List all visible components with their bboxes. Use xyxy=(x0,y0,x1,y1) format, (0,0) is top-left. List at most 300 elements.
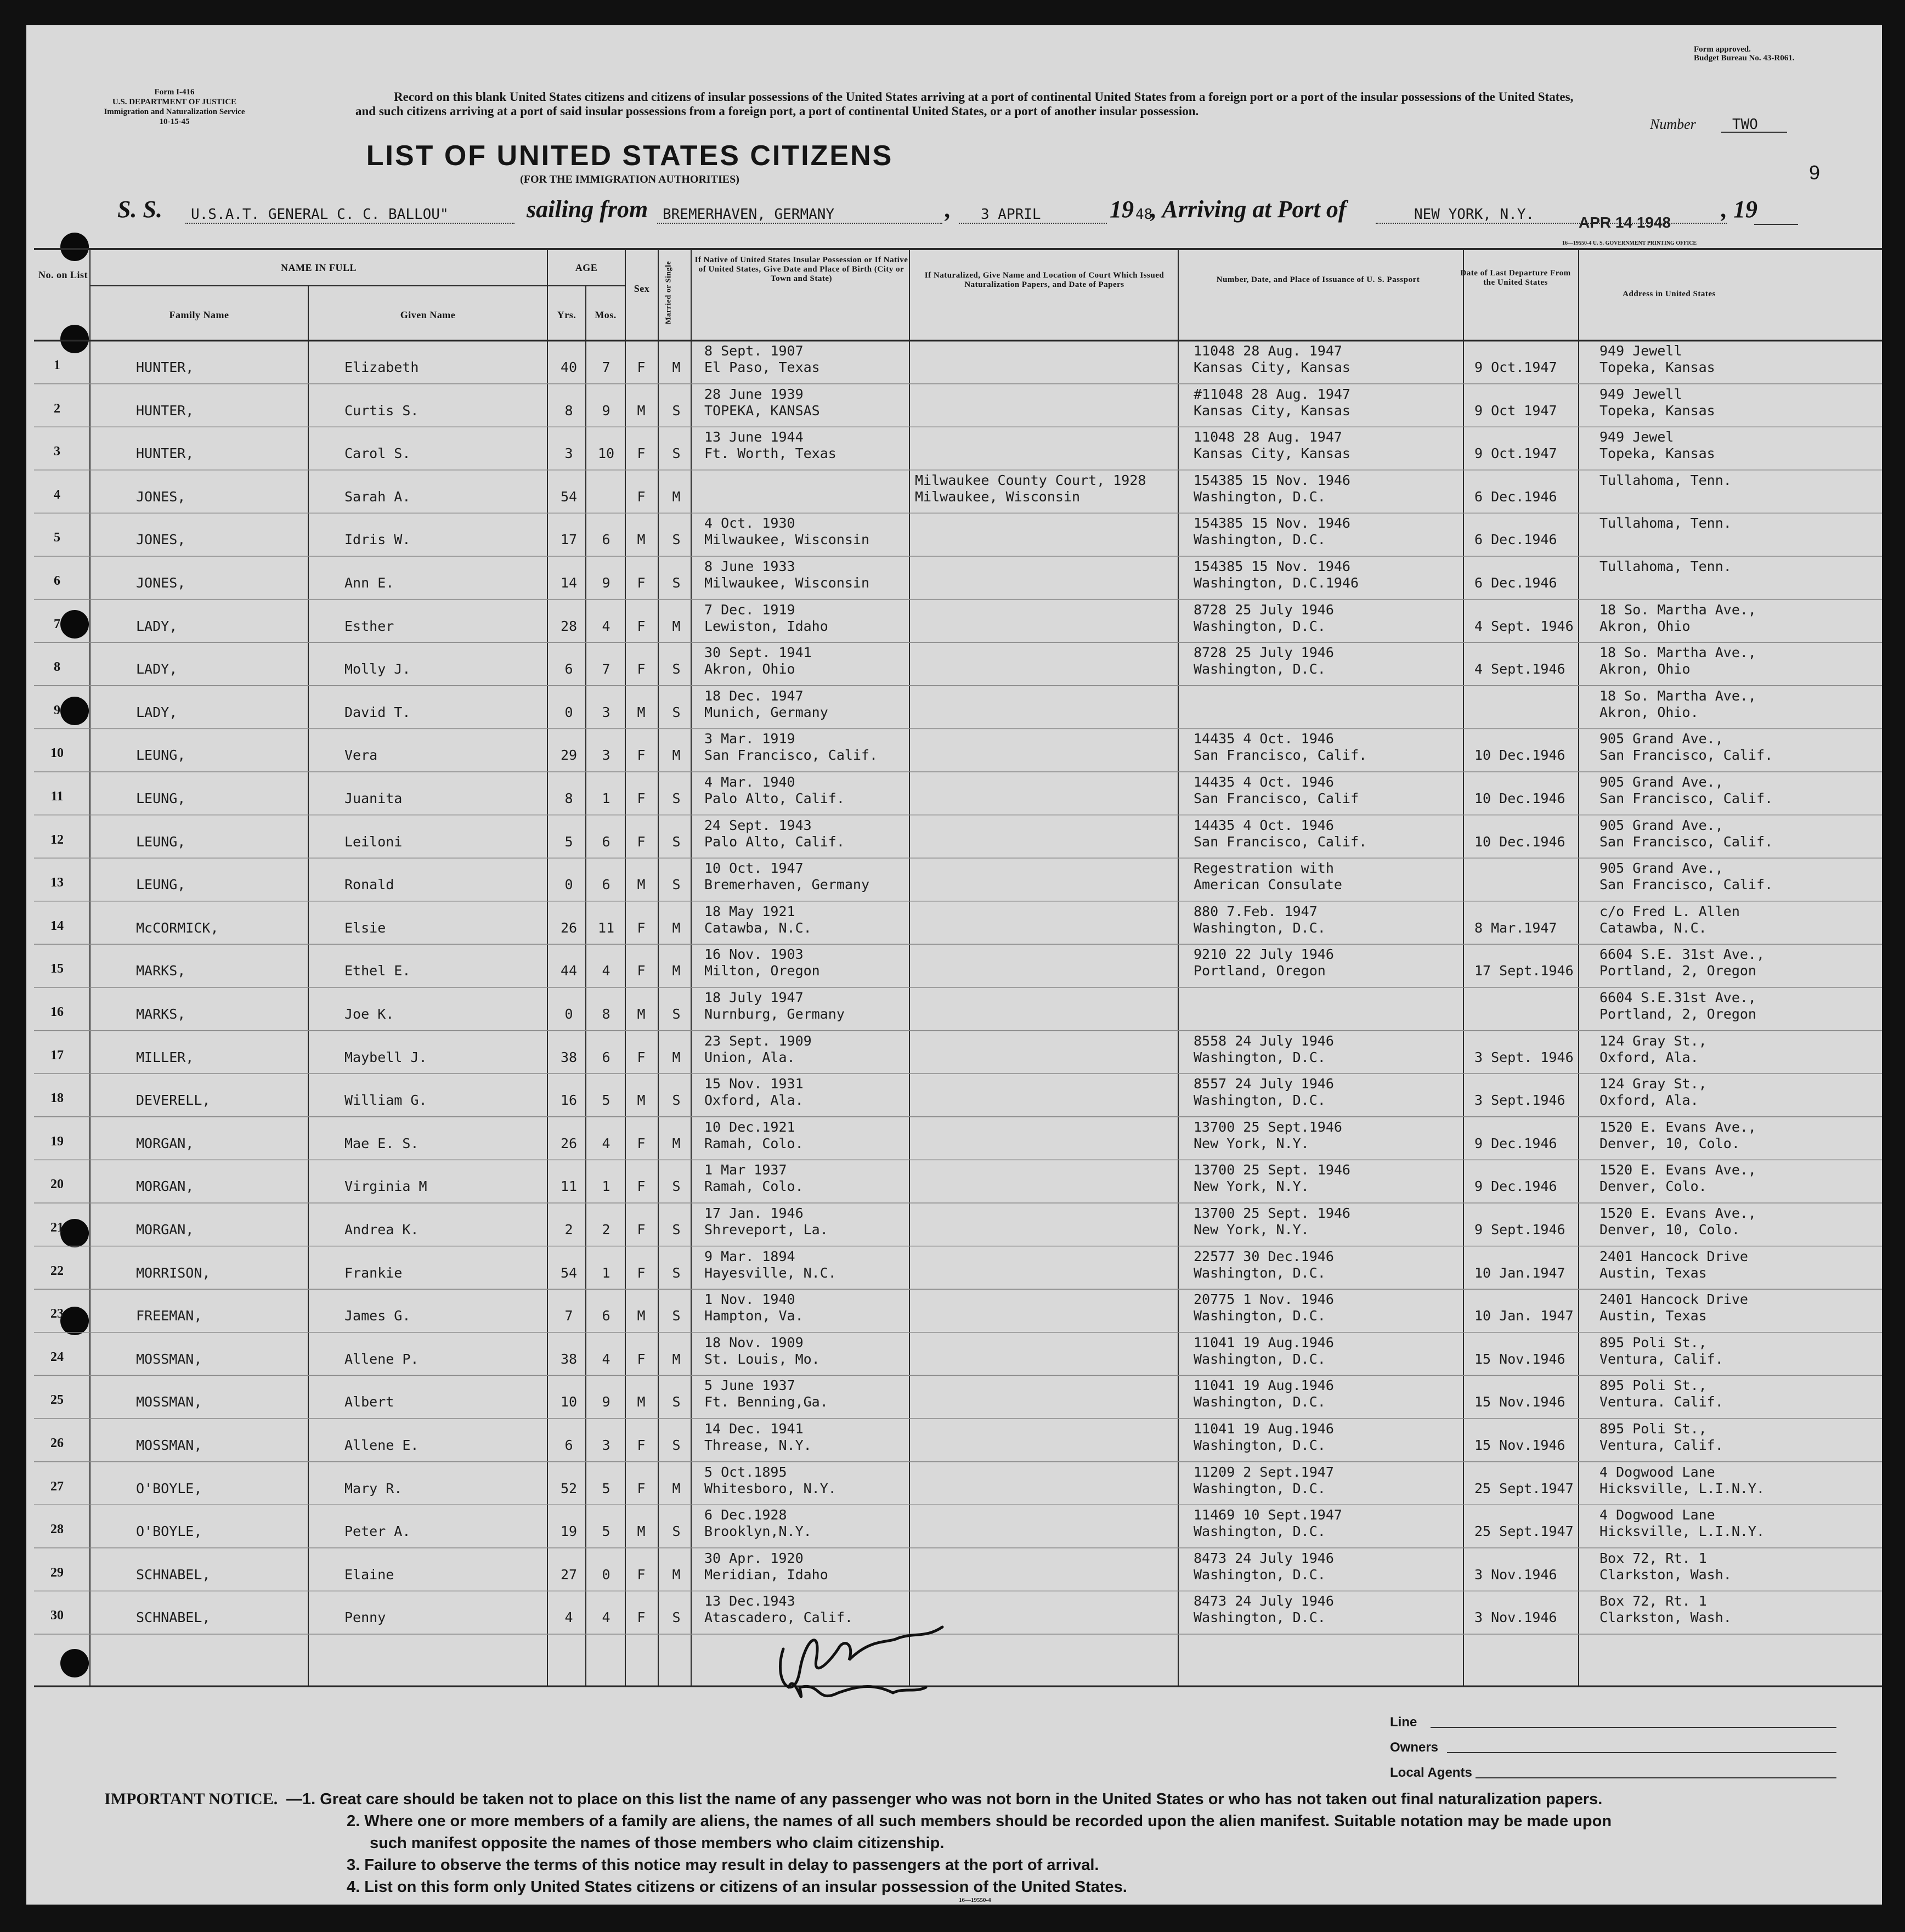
passport-place: San Francisco, Calif xyxy=(1194,790,1359,806)
address-line-1: 949 Jewell xyxy=(1599,343,1682,359)
passport-number-date: 8473 24 July 1946 xyxy=(1194,1550,1334,1566)
passport-place: New York, N.Y. xyxy=(1194,1135,1309,1151)
passport-place: Washington, D.C. xyxy=(1194,1049,1326,1065)
passport-number-date: 154385 15 Nov. 1946 xyxy=(1194,472,1350,488)
address-line-2: Akron, Ohio xyxy=(1599,618,1691,634)
sex: F xyxy=(637,833,646,850)
line-label: Line xyxy=(1390,1715,1417,1730)
sex: M xyxy=(637,1308,646,1324)
passport-number-date: 11048 28 Aug. 1947 xyxy=(1194,429,1342,445)
married-single: S xyxy=(672,1264,681,1281)
row-number: 2 xyxy=(54,401,60,416)
age-years: 27 xyxy=(560,1566,578,1583)
last-departure: 6 Dec.1946 xyxy=(1474,488,1557,505)
sex: M xyxy=(637,1394,646,1410)
sex: F xyxy=(637,445,646,462)
age-months: 6 xyxy=(602,833,610,850)
address-line-1: 18 So. Martha Ave., xyxy=(1599,687,1756,704)
address-line-2: Ventura, Calif. xyxy=(1599,1437,1723,1453)
birth-date: 30 Sept. 1941 xyxy=(704,645,812,661)
age-years: 29 xyxy=(560,747,578,764)
passport-number-date: 11041 19 Aug.1946 xyxy=(1194,1334,1334,1351)
passport-number-date: 11469 10 Sept.1947 xyxy=(1194,1507,1342,1523)
passport-place: Kansas City, Kansas xyxy=(1194,359,1350,375)
sex: M xyxy=(637,877,646,893)
birth-place: Shreveport, La. xyxy=(704,1222,828,1238)
address-line-2: San Francisco, Calif. xyxy=(1599,747,1773,764)
row-number: 27 xyxy=(50,1479,64,1494)
address-line-2: Akron, Ohio. xyxy=(1599,704,1699,720)
row-number: 8 xyxy=(54,660,60,675)
married-single: M xyxy=(672,747,681,764)
birth-date: 10 Oct. 1947 xyxy=(704,860,804,877)
family-name: SCHNABEL, xyxy=(136,1566,211,1583)
row-number: 18 xyxy=(50,1091,64,1106)
last-departure: 3 Nov.1946 xyxy=(1474,1609,1557,1626)
passport-place: Washington, D.C. xyxy=(1194,1264,1326,1281)
sex: F xyxy=(637,1437,646,1453)
family-name: LADY, xyxy=(136,661,178,677)
sailing-label: sailing from xyxy=(527,196,648,223)
header-age: AGE xyxy=(575,262,598,273)
birth-place: Milwaukee, Wisconsin xyxy=(704,532,870,548)
age-years: 38 xyxy=(560,1351,578,1367)
address-line-2: Oxford, Ala. xyxy=(1599,1092,1699,1109)
passport-number-date: 11041 19 Aug.1946 xyxy=(1194,1377,1334,1394)
passport-number-date: 13700 25 Sept. 1946 xyxy=(1194,1205,1350,1221)
birth-date: 16 Nov. 1903 xyxy=(704,946,804,963)
birth-date: 3 Mar. 1919 xyxy=(704,731,795,747)
given-name: Virginia M xyxy=(344,1178,427,1195)
family-name: JONES, xyxy=(136,488,186,505)
sex: M xyxy=(637,1523,646,1540)
row-number: 3 xyxy=(54,444,60,459)
married-single: S xyxy=(672,1609,681,1626)
last-departure: 6 Dec.1946 xyxy=(1474,575,1557,591)
passport-place: Kansas City, Kansas xyxy=(1194,445,1350,462)
row-number: 19 xyxy=(50,1134,64,1149)
last-departure: 15 Nov.1946 xyxy=(1474,1394,1565,1410)
passport-place: American Consulate xyxy=(1194,877,1342,893)
form-approved: Form approved. xyxy=(1694,45,1751,54)
given-name: Esther xyxy=(344,618,394,634)
married-single: S xyxy=(672,1092,681,1109)
address-line-1: 895 Poli St., xyxy=(1599,1421,1707,1437)
last-departure: 3 Sept.1946 xyxy=(1474,1092,1565,1109)
ship-name: U.S.A.T. GENERAL C. C. BALLOU" xyxy=(191,206,449,223)
given-name: Albert xyxy=(344,1394,394,1410)
notice-label: IMPORTANT NOTICE. xyxy=(104,1790,278,1808)
birth-date: 17 Jan. 1946 xyxy=(704,1205,804,1221)
birth-date: 5 Oct.1895 xyxy=(704,1464,787,1480)
address-line-1: 895 Poli St., xyxy=(1599,1334,1707,1351)
family-name: MOSSMAN, xyxy=(136,1394,202,1410)
passport-place: Portland, Oregon xyxy=(1194,963,1326,979)
passport-number-date: 8728 25 July 1946 xyxy=(1194,645,1334,661)
last-departure: 9 Dec.1946 xyxy=(1474,1178,1557,1195)
birth-place: Atascadero, Calif. xyxy=(704,1609,853,1626)
given-name: Elizabeth xyxy=(344,359,419,375)
birth-place: Union, Ala. xyxy=(704,1049,795,1065)
birth-place: Akron, Ohio xyxy=(704,661,795,677)
birth-place: Palo Alto, Calif. xyxy=(704,833,845,850)
family-name: HUNTER, xyxy=(136,359,194,375)
birth-place: Bremerhaven, Germany xyxy=(704,877,870,893)
given-name: Elaine xyxy=(344,1566,394,1583)
address-line-1: Tullahoma, Tenn. xyxy=(1599,472,1732,488)
birth-date: 13 Dec.1943 xyxy=(704,1593,795,1609)
age-months: 5 xyxy=(602,1480,610,1496)
row-number: 16 xyxy=(50,1005,64,1019)
passport-place: Washington, D.C. xyxy=(1194,1609,1326,1626)
address-line-2: Portland, 2, Oregon xyxy=(1599,1006,1756,1022)
age-months: 4 xyxy=(602,1351,610,1367)
birth-date: 18 July 1947 xyxy=(704,990,804,1005)
age-months: 11 xyxy=(597,919,615,936)
header-yrs: Yrs. xyxy=(557,309,576,320)
header-name-in-full: NAME IN FULL xyxy=(280,262,357,273)
footer-code: 16—19550-4 xyxy=(959,1897,991,1903)
family-name: HUNTER, xyxy=(136,402,194,419)
family-name: MILLER, xyxy=(136,1049,194,1065)
age-years: 14 xyxy=(560,575,578,591)
address-line-1: 1520 E. Evans Ave., xyxy=(1599,1118,1756,1135)
line-underline xyxy=(1431,1727,1836,1728)
arrival-port: NEW YORK, N.Y. xyxy=(1414,206,1535,223)
row-number: 24 xyxy=(50,1349,64,1364)
passport-number-date: 14435 4 Oct. 1946 xyxy=(1194,817,1334,833)
birth-place: Milton, Oregon xyxy=(704,963,820,979)
passport-number-date: 9210 22 July 1946 xyxy=(1194,946,1334,963)
family-name: O'BOYLE, xyxy=(136,1523,202,1540)
birth-date: 18 Nov. 1909 xyxy=(704,1334,804,1351)
age-years: 28 xyxy=(560,618,578,634)
header-native: If Native of United States Insular Possession or If Native of United States, Give Date and Place of Birth (City or Town and State) xyxy=(694,256,908,283)
passport-place: Kansas City, Kansas xyxy=(1194,402,1350,419)
age-months: 1 xyxy=(602,1178,610,1195)
passport-number-date: 22577 30 Dec.1946 xyxy=(1194,1248,1334,1264)
age-months: 7 xyxy=(602,661,610,677)
sex: F xyxy=(637,747,646,764)
given-name: Curtis S. xyxy=(344,402,419,419)
row-number: 15 xyxy=(50,962,64,976)
year-prefix: 19 xyxy=(1110,196,1134,223)
row-number: 13 xyxy=(50,875,64,890)
address-line-1: 4 Dogwood Lane xyxy=(1599,1464,1715,1480)
address-line-1: Tullahoma, Tenn. xyxy=(1599,558,1732,574)
row-number: 9 xyxy=(54,703,60,718)
family-name: MOSSMAN, xyxy=(136,1351,202,1367)
row-number: 11 xyxy=(50,789,64,804)
page-title: LIST OF UNITED STATES CITIZENS xyxy=(366,140,894,172)
age-years: 54 xyxy=(560,488,578,505)
notice-item-2: 2. Where one or more members of a family are aliens, the names of all such members should be recorded upon the alien manifest. Suitable notation may be made upon xyxy=(347,1812,1612,1830)
age-years: 0 xyxy=(564,1006,573,1022)
passport-number-date: 11048 28 Aug. 1947 xyxy=(1194,343,1342,359)
given-name: William G. xyxy=(344,1092,427,1109)
passport-place: San Francisco, Calif. xyxy=(1194,747,1367,764)
married-single: S xyxy=(672,877,681,893)
married-single: S xyxy=(672,1006,681,1022)
married-single: M xyxy=(672,359,681,375)
sex: F xyxy=(637,618,646,634)
row-number: 5 xyxy=(54,530,60,545)
form-date: 10-15-45 xyxy=(159,117,190,126)
header-family-name: Family Name xyxy=(169,309,229,320)
family-name: O'BOYLE, xyxy=(136,1480,202,1496)
passport-number-date: 11209 2 Sept.1947 xyxy=(1194,1464,1334,1480)
family-name: MORGAN, xyxy=(136,1135,194,1151)
age-months: 4 xyxy=(602,1135,610,1151)
form-service: Immigration and Naturalization Service xyxy=(104,108,245,116)
end-year: , 19 xyxy=(1721,196,1757,223)
address-line-1: Tullahoma, Tenn. xyxy=(1599,515,1732,532)
sailing-from: BREMERHAVEN, GERMANY xyxy=(663,206,835,223)
address-line-2: San Francisco, Calif. xyxy=(1599,790,1773,806)
notice-item-3: 3. Failure to observe the terms of this notice may result in delay to passengers at the port of arrival. xyxy=(347,1856,1099,1874)
address-line-2: Denver, 10, Colo. xyxy=(1599,1135,1740,1151)
birth-date: 1 Mar 1937 xyxy=(704,1162,787,1178)
row-number: 26 xyxy=(50,1436,64,1450)
last-departure: 25 Sept.1947 xyxy=(1474,1523,1574,1540)
birth-date: 8 Sept. 1907 xyxy=(704,343,804,359)
address-line-1: 6604 S.E. 31st Ave., xyxy=(1599,946,1765,963)
manifest-sheet xyxy=(26,25,1882,1905)
birth-place: Ramah, Colo. xyxy=(704,1135,804,1151)
birth-date: 15 Nov. 1931 xyxy=(704,1076,804,1092)
address-line-2: Oxford, Ala. xyxy=(1599,1049,1699,1065)
row-number: 12 xyxy=(50,832,64,847)
married-single: S xyxy=(672,1394,681,1410)
last-departure: 3 Sept. 1946 xyxy=(1474,1049,1574,1065)
given-name: Joe K. xyxy=(344,1006,394,1022)
age-years: 38 xyxy=(560,1049,578,1065)
address-line-1: 2401 Hancock Drive xyxy=(1599,1291,1748,1308)
last-departure: 10 Jan.1947 xyxy=(1474,1264,1565,1281)
page-subtitle: (FOR THE IMMIGRATION AUTHORITIES) xyxy=(520,173,739,185)
birth-place: Hampton, Va. xyxy=(704,1308,804,1324)
birth-date: 4 Mar. 1940 xyxy=(704,774,795,790)
passport-number-date: 14435 4 Oct. 1946 xyxy=(1194,731,1334,747)
header-married-or-single: Married or Single xyxy=(664,261,673,325)
age-months: 10 xyxy=(597,445,615,462)
age-years: 8 xyxy=(564,790,573,806)
sex: F xyxy=(637,1566,646,1583)
married-single: M xyxy=(672,1049,681,1065)
address-line-2: Akron, Ohio xyxy=(1599,661,1691,677)
birth-place: TOPEKA, KANSAS xyxy=(704,402,820,419)
family-name: LEUNG, xyxy=(136,877,186,893)
birth-place: Meridian, Idaho xyxy=(704,1566,828,1583)
passport-place: Washington, D.C. xyxy=(1194,1437,1326,1453)
family-name: JONES, xyxy=(136,532,186,548)
married-single: S xyxy=(672,402,681,419)
age-months: 1 xyxy=(602,1264,610,1281)
family-name: MOSSMAN, xyxy=(136,1437,202,1453)
last-departure: 3 Nov.1946 xyxy=(1474,1566,1557,1583)
sex: M xyxy=(637,402,646,419)
owners-underline xyxy=(1447,1752,1836,1753)
married-single: S xyxy=(672,790,681,806)
address-line-1: 905 Grand Ave., xyxy=(1599,817,1723,833)
birth-place: Lewiston, Idaho xyxy=(704,618,828,634)
sex: F xyxy=(637,1264,646,1281)
last-departure: 9 Dec.1946 xyxy=(1474,1135,1557,1151)
age-months: 4 xyxy=(602,618,610,634)
sex: F xyxy=(637,1351,646,1367)
family-name: HUNTER, xyxy=(136,445,194,462)
given-name: Allene E. xyxy=(344,1437,419,1453)
birth-date: 9 Mar. 1894 xyxy=(704,1248,795,1264)
birth-date: 4 Oct. 1930 xyxy=(704,515,795,532)
passport-place: Washington, D.C.1946 xyxy=(1194,575,1359,591)
birth-place: Palo Alto, Calif. xyxy=(704,790,845,806)
sex: F xyxy=(637,1049,646,1065)
last-departure: 15 Nov.1946 xyxy=(1474,1437,1565,1453)
address-line-2: Catawba, N.C. xyxy=(1599,919,1707,936)
ss-label: S. S. xyxy=(117,196,162,223)
address-line-2: Clarkston, Wash. xyxy=(1599,1566,1732,1583)
address-line-1: 124 Gray St., xyxy=(1599,1076,1707,1092)
last-departure: 4 Sept.1946 xyxy=(1474,661,1565,677)
married-single: S xyxy=(672,445,681,462)
birth-date: 5 June 1937 xyxy=(704,1377,795,1394)
birth-place: El Paso, Texas xyxy=(704,359,820,375)
family-name: MARKS, xyxy=(136,963,186,979)
naturalization-court: Milwaukee County Court, 1928 xyxy=(915,472,1146,488)
family-name: LADY, xyxy=(136,704,178,720)
passport-number-date: 8728 25 July 1946 xyxy=(1194,601,1334,618)
address-line-2: Denver, Colo. xyxy=(1599,1178,1707,1195)
given-name: Penny xyxy=(344,1609,386,1626)
notice-item-1: —1. Great care should be taken not to place on this list the name of any passenger who was not born in the United States or who has not taken out final naturalization papers. xyxy=(286,1790,1603,1808)
address-line-2: San Francisco, Calif. xyxy=(1599,877,1773,893)
budget-bureau: Budget Bureau No. 43-R061. xyxy=(1694,54,1795,63)
passport-place: Washington, D.C. xyxy=(1194,919,1326,936)
row-number: 6 xyxy=(54,574,60,588)
agents-label: Local Agents xyxy=(1390,1765,1472,1780)
header-naturalized: If Naturalized, Give Name and Location of Court Which Issued Naturalization Papers, and Date of Papers xyxy=(924,271,1165,289)
passport-place: Washington, D.C. xyxy=(1194,618,1326,634)
family-name: MORGAN, xyxy=(136,1222,194,1238)
family-name: LEUNG, xyxy=(136,833,186,850)
address-line-1: 1520 E. Evans Ave., xyxy=(1599,1205,1756,1221)
family-name: MORGAN, xyxy=(136,1178,194,1195)
last-departure: 8 Mar.1947 xyxy=(1474,919,1557,936)
passport-place: Washington, D.C. xyxy=(1194,1351,1326,1367)
age-months: 4 xyxy=(602,1609,610,1626)
given-name: Maybell J. xyxy=(344,1049,427,1065)
notice-item-4: 4. List on this form only United States citizens or citizens of an insular possession of the United States. xyxy=(347,1878,1127,1896)
given-name: Frankie xyxy=(344,1264,403,1281)
arrival-stamp: APR 14 1948 xyxy=(1579,214,1671,231)
age-years: 26 xyxy=(560,919,578,936)
age-years: 52 xyxy=(560,1480,578,1496)
last-departure: 9 Sept.1946 xyxy=(1474,1222,1565,1238)
family-name: FREEMAN, xyxy=(136,1308,202,1324)
age-months: 7 xyxy=(602,359,610,375)
age-years: 10 xyxy=(560,1394,578,1410)
address-line-2: Topeka, Kansas xyxy=(1599,402,1715,419)
passport-place: Washington, D.C. xyxy=(1194,1480,1326,1496)
last-departure: 4 Sept. 1946 xyxy=(1474,618,1574,634)
address-line-2: San Francisco, Calif. xyxy=(1599,833,1773,850)
age-months: 0 xyxy=(602,1566,610,1583)
passport-number-date: 14435 4 Oct. 1946 xyxy=(1194,774,1334,790)
sex: F xyxy=(637,963,646,979)
last-departure: 15 Nov.1946 xyxy=(1474,1351,1565,1367)
birth-place: Oxford, Ala. xyxy=(704,1092,804,1109)
married-single: S xyxy=(672,1523,681,1540)
address-line-2: Ventura, Calif. xyxy=(1599,1351,1723,1367)
birth-date: 1 Nov. 1940 xyxy=(704,1291,795,1308)
birth-place: San Francisco, Calif. xyxy=(704,747,878,764)
age-years: 11 xyxy=(560,1178,578,1195)
age-years: 3 xyxy=(564,445,573,462)
passport-number-date: 8473 24 July 1946 xyxy=(1194,1593,1334,1609)
form-department: U.S. DEPARTMENT OF JUSTICE xyxy=(112,98,237,106)
married-single: S xyxy=(672,833,681,850)
address-line-1: 949 Jewel xyxy=(1599,429,1674,445)
age-months: 8 xyxy=(602,1006,610,1022)
last-departure: 6 Dec.1946 xyxy=(1474,532,1557,548)
birth-date: 24 Sept. 1943 xyxy=(704,817,812,833)
age-months: 6 xyxy=(602,877,610,893)
age-months: 9 xyxy=(602,575,610,591)
given-name: Peter A. xyxy=(344,1523,411,1540)
passport-number-date: 8557 24 July 1946 xyxy=(1194,1076,1334,1092)
row-number: 10 xyxy=(50,746,64,761)
family-name: LADY, xyxy=(136,618,178,634)
passport-number-date: 154385 15 Nov. 1946 xyxy=(1194,515,1350,532)
header-given-name: Given Name xyxy=(400,309,456,320)
age-months: 3 xyxy=(602,747,610,764)
passport-number-date: 13700 25 Sept.1946 xyxy=(1194,1118,1342,1135)
row-number: 30 xyxy=(50,1608,64,1623)
address-line-1: c/o Fred L. Allen xyxy=(1599,903,1740,919)
birth-date: 10 Dec.1921 xyxy=(704,1118,795,1135)
naturalization-place: Milwaukee, Wisconsin xyxy=(915,488,1081,505)
given-name: Idris W. xyxy=(344,532,411,548)
passport-number-date: 8558 24 July 1946 xyxy=(1194,1032,1334,1049)
birth-place: Ramah, Colo. xyxy=(704,1178,804,1195)
row-number: 25 xyxy=(50,1393,64,1408)
age-months: 1 xyxy=(602,790,610,806)
age-years: 26 xyxy=(560,1135,578,1151)
address-line-1: 2401 Hancock Drive xyxy=(1599,1248,1748,1264)
family-name: JONES, xyxy=(136,575,186,591)
married-single: S xyxy=(672,1308,681,1324)
address-line-2: Portland, 2, Oregon xyxy=(1599,963,1756,979)
passport-place: San Francisco, Calif. xyxy=(1194,833,1367,850)
row-number: 1 xyxy=(54,358,60,372)
married-single: S xyxy=(672,532,681,548)
birth-date: 6 Dec.1928 xyxy=(704,1507,787,1523)
given-name: Allene P. xyxy=(344,1351,419,1367)
passport-place: New York, N.Y. xyxy=(1194,1178,1309,1195)
passport-place: Washington, D.C. xyxy=(1194,1308,1326,1324)
given-name: Ann E. xyxy=(344,575,394,591)
married-single: M xyxy=(672,1135,681,1151)
age-years: 6 xyxy=(564,1437,573,1453)
birth-place: St. Louis, Mo. xyxy=(704,1351,820,1367)
age-years: 2 xyxy=(564,1222,573,1238)
birth-place: Nurnburg, Germany xyxy=(704,1006,845,1022)
last-departure: 10 Dec.1946 xyxy=(1474,833,1565,850)
header-no-on-list: No. on List xyxy=(38,269,88,280)
sex: F xyxy=(637,1609,646,1626)
birth-date: 8 June 1933 xyxy=(704,558,795,574)
